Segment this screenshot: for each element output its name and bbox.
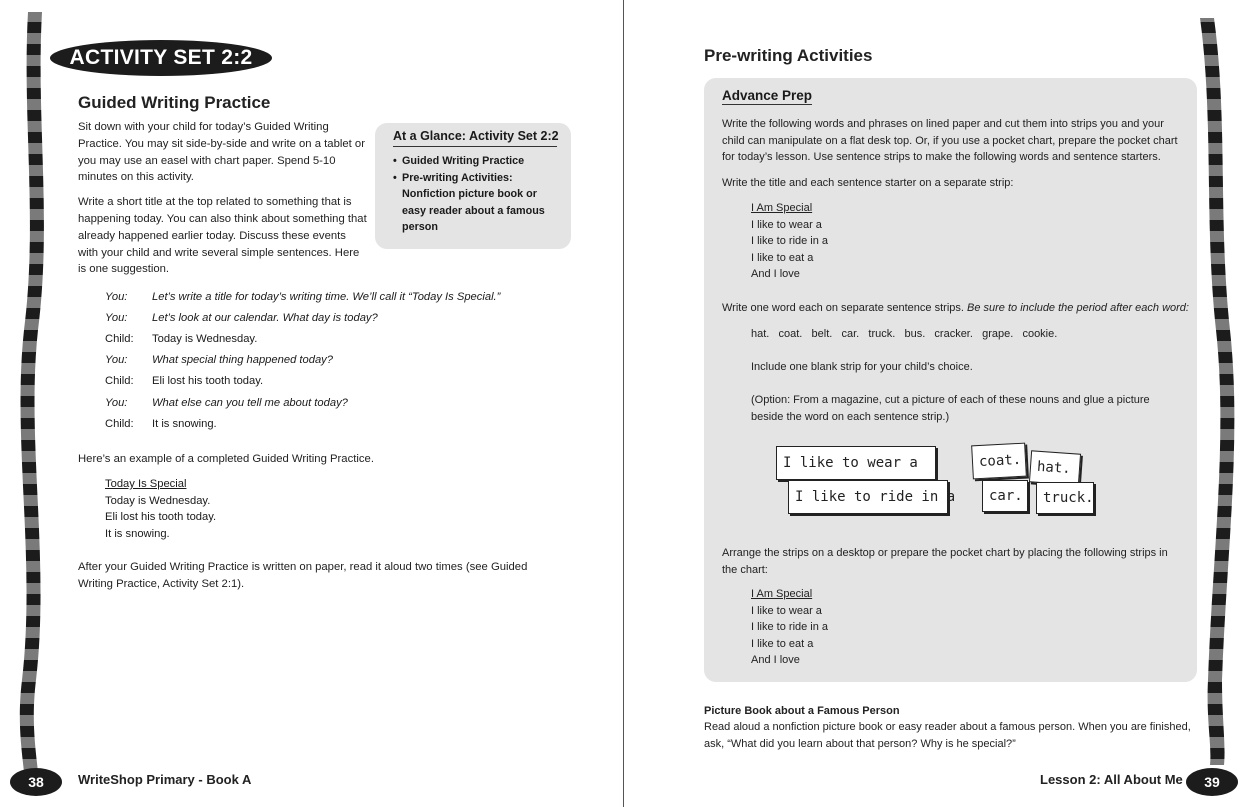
sentence-strip: I like to wear a — [776, 446, 936, 480]
intro-paragraph: Sit down with your child for today’s Guided Writing Practice. You may sit side-by-side and write on a tablet or you may use an easel with chart paper. Spend 5-10 minutes on this activity. — [78, 121, 365, 184]
example-title: Today Is Special — [105, 478, 187, 490]
prep-paragraph-4: Arrange the strips on a desktop or prepare the pocket chart by placing the following strips in the chart: — [722, 547, 1168, 576]
intro-paragraphs — [78, 119, 368, 286]
sentence-strip: I like to ride in a — [788, 480, 948, 514]
guided-writing-heading: Guided Writing Practice — [78, 93, 271, 112]
pocket-chart-lines — [751, 586, 828, 669]
example-line: Eli lost his tooth today. — [105, 511, 217, 524]
right-page — [624, 0, 1247, 807]
starters-title: I Am Special — [751, 202, 813, 214]
example-line: It is snowing. — [105, 528, 170, 541]
word-strip: car. — [982, 480, 1028, 512]
prep-paragraph-1: Write the following words and phrases on lined paper and cut them into strips you and your child can manipulate on a flat desk top. Or, if you use a pocket chart, prepare the pocket chart for today’s lesson. Use sentence strips to make the following words and sentence starters. — [722, 118, 1178, 164]
dialog-row — [105, 413, 500, 434]
page-number: 39 — [1186, 768, 1238, 796]
prewriting-heading: Pre-writing Activities — [704, 46, 873, 65]
dialog-line: Eli lost his tooth today. — [152, 375, 264, 388]
prep-paragraph-2: Write the title and each sentence starter on a separate strip: — [722, 177, 1014, 189]
option-note: (Option: From a magazine, cut a picture of each of these nouns and glue a picture beside the word on each sentence strip.) — [751, 394, 1150, 423]
example-block — [105, 476, 216, 543]
suggestion-paragraph: Write a short title at the top related to something that is happening today. You can also think about something that already happened earlier today. Discuss these events with your child and write several simple sentences. Here is one suggestion. — [78, 196, 367, 276]
dialog-speaker: Child: — [105, 417, 134, 430]
sentence-starters — [751, 200, 828, 283]
book-title-footer: WriteShop Primary - Book A — [78, 772, 252, 787]
advance-prep-box — [704, 78, 1197, 682]
starter-line: I like to eat a — [751, 251, 814, 264]
starter-line: And I love — [751, 268, 800, 281]
chart-line: I like to wear a — [751, 604, 822, 617]
example-intro: Here’s an example of a completed Guided Writing Practice. — [78, 453, 374, 465]
picture-book-title: Picture Book about a Famous Person — [704, 705, 900, 717]
dialog-row — [105, 286, 500, 307]
dialog-row — [105, 392, 500, 413]
glance-item: • Guided Writing Practice — [393, 153, 557, 170]
word-strip: hat. — [1029, 450, 1081, 485]
prep-p3-plain: Write one word each on separate sentence strips. — [722, 302, 967, 314]
dialog-row — [105, 307, 500, 328]
dialog-speaker: You: — [105, 290, 128, 303]
example-line: Today is Wednesday. — [105, 494, 211, 507]
word-strip: coat. — [971, 443, 1027, 480]
lesson-title-footer: Lesson 2: All About Me — [1040, 772, 1183, 787]
dialog-list — [105, 286, 500, 434]
dialog-line: Let’s write a title for today’s writing time. We’ll call it “Today Is Special.” — [152, 290, 501, 303]
dialog-line: It is snowing. — [152, 417, 217, 430]
dialog-line: What else can you tell me about today? — [152, 396, 348, 409]
chart-line: I like to eat a — [751, 637, 814, 650]
advance-prep-title: Advance Prep — [722, 88, 813, 103]
left-page — [0, 0, 623, 807]
dialog-row — [105, 371, 500, 392]
word-list: hat. coat. belt. car. truck. bus. cracker. grape. cookie. — [751, 328, 1058, 340]
chart-line: And I love — [751, 654, 800, 667]
page-number: 38 — [10, 768, 62, 796]
glance-title: At a Glance: Activity Set 2:2 — [393, 129, 557, 147]
starter-line: I like to ride in a — [751, 235, 829, 248]
starter-line: I like to wear a — [751, 218, 822, 231]
closing-paragraph: After your Guided Writing Practice is written on paper, read it aloud two times (see Guided Writing Practice, Activity Set 2:1). — [78, 561, 528, 590]
chart-line: I like to ride in a — [751, 621, 829, 634]
prep-p3-italic: Be sure to include the period after each word: — [967, 302, 1189, 314]
chart-title: I Am Special — [751, 588, 813, 600]
right-decorative-border — [1194, 0, 1244, 807]
activity-set-banner: ACTIVITY SET 2:2 — [50, 40, 272, 76]
dialog-speaker: Child: — [105, 332, 134, 345]
dialog-speaker: You: — [105, 311, 128, 324]
picture-book-text: Read aloud a nonfiction picture book or easy reader about a famous person. When you are finished, ask, “What did you learn about that person? Why is he special?” — [704, 721, 1191, 750]
blank-strip-note: Include one blank strip for your child’s choice. — [751, 361, 973, 373]
dialog-speaker: Child: — [105, 375, 134, 388]
dialog-row — [105, 328, 500, 349]
at-a-glance-box — [375, 123, 571, 249]
dialog-speaker: You: — [105, 354, 128, 367]
dialog-line: Let’s look at our calendar. What day is today? — [152, 311, 378, 324]
dialog-row — [105, 350, 500, 371]
dialog-line: What special thing happened today? — [152, 354, 333, 367]
glance-item: • Pre-writing Activities: Nonfiction picture book or easy reader about a famous person — [393, 170, 557, 236]
dialog-speaker: You: — [105, 396, 128, 409]
dialog-line: Today is Wednesday. — [152, 332, 258, 345]
prep-paragraph-3 — [722, 300, 1192, 317]
word-strip: truck. — [1036, 482, 1094, 514]
left-decorative-border — [0, 0, 60, 807]
